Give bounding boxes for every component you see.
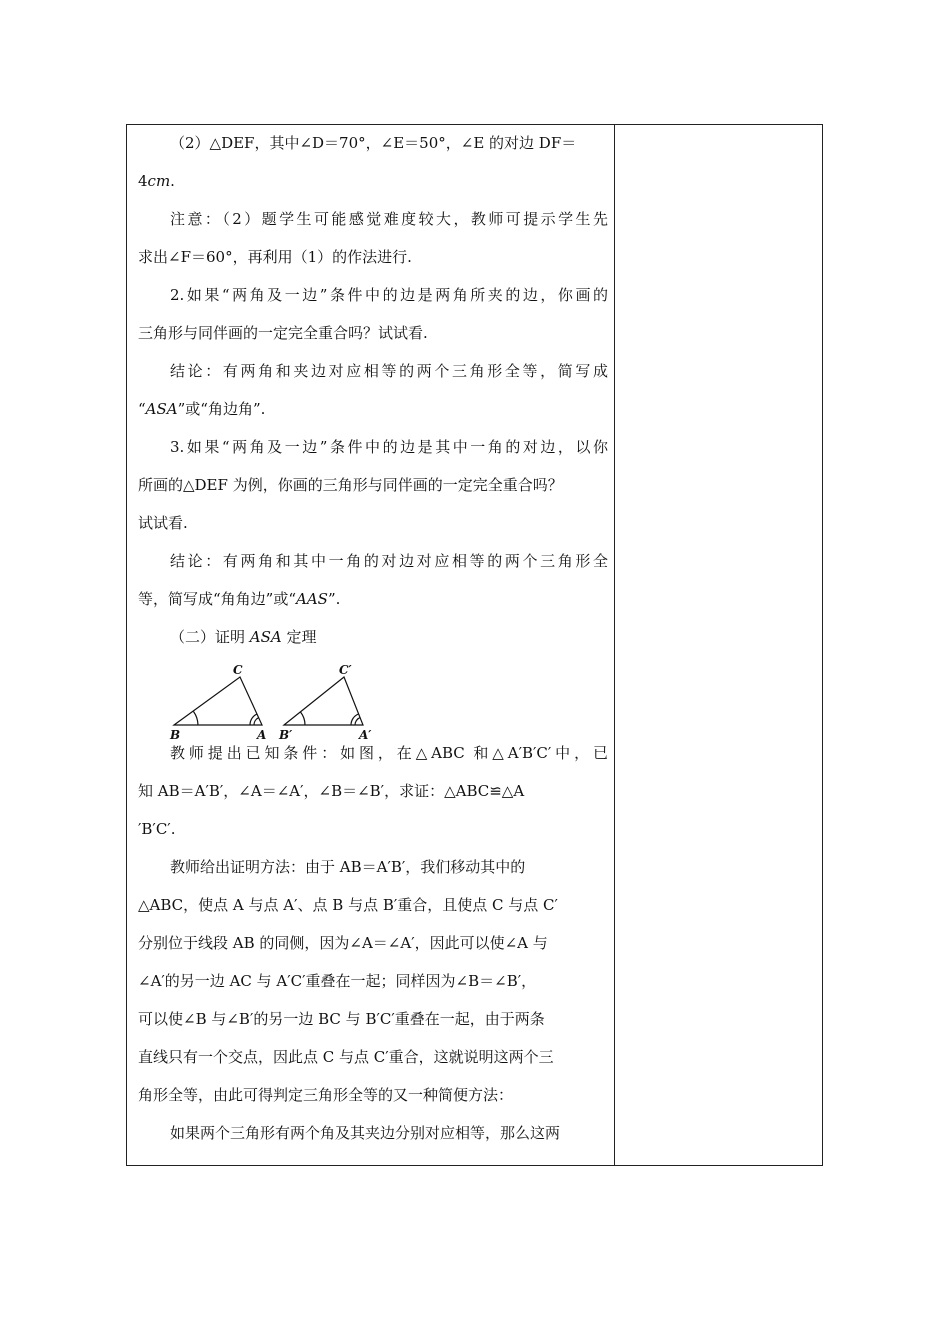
text-line: “ASA”或“角边角”. [138,400,266,418]
text-line: 求出∠F＝60°，再利用（1）的作法进行. [138,248,412,266]
label-a: A [257,728,267,742]
text-line: 知 AB＝A′B′，∠A＝∠A′，∠B＝∠B′，求证：△ABC≌△A [138,782,525,800]
label-c: C [233,663,243,677]
section-heading: （二）证明 ASA 定理 [170,628,317,646]
angle-a-prime-arc-inner [355,718,360,725]
label-b-prime: B′ [279,728,293,742]
text-line: ∠A′的另一边 AC 与 A′C′重叠在一起；同样因为∠B＝∠B′， [138,972,537,990]
text-line: 教师给出证明方法：由于 AB＝A′B′，我们移动其中的 [170,858,526,876]
text-line: （2）△DEF，其中∠D＝70°，∠E＝50°，∠E 的对边 DF＝ [170,134,577,152]
triangle-abc-prime [284,677,363,725]
text-line: 直线只有一个交点，因此点 C 与点 C′重合，这就说明这两个三 [138,1048,554,1066]
label-c-prime: C′ [339,663,352,677]
text-line: 结论：有两角和夹边对应相等的两个三角形全等，简写成 [170,362,608,380]
angle-b-arc [194,712,199,726]
label-b: B [170,728,181,742]
angle-a-arc-inner [254,718,259,725]
text-line: 结论：有两角和其中一角的对边对应相等的两个三角形全 [170,552,608,570]
triangle-abc-prime-outline [284,677,363,725]
text-line: 试试看. [138,514,188,532]
column-divider [614,124,615,1166]
text-line: 分别位于线段 AB 的同侧，因为∠A＝∠A′，因此可以使∠A 与 [138,934,548,952]
text-line: 教师提出已知条件：如图，在△ABC 和△A′B′C′中，已 [170,744,608,762]
text-line: 所画的△DEF 为例，你画的三角形与同伴画的一定完全重合吗？ [138,476,563,494]
text-line: 如果两个三角形有两个角及其夹边分别对应相等，那么这两 [170,1124,561,1142]
text-line: 3.如果“两角及一边”条件中的边是其中一角的对边，以你 [170,438,608,456]
text-line: △ABC，使点 A 与点 A′、点 B 与点 B′重合，且使点 C 与点 C′ [138,896,558,914]
triangle-abc [174,677,262,725]
angle-b-prime-arc [300,712,305,725]
text-line: 三角形与同伴画的一定完全重合吗？试试看. [138,324,428,342]
text-line: 角形全等，由此可得判定三角形全等的又一种简便方法： [138,1086,514,1104]
label-a-prime: A′ [359,728,372,742]
text-line: 4cm. [138,172,175,190]
triangle-figure [162,660,392,742]
text-line: 2.如果“两角及一边”条件中的边是两角所夹的边，你画的 [170,286,608,304]
text-line: 注意：（2）题学生可能感觉难度较大，教师可提示学生先 [170,210,608,228]
text-line: 等，简写成“角角边”或“AAS”. [138,590,341,608]
text-line: ′B′C′. [138,820,176,838]
triangle-abc-outline [174,677,262,725]
text-line: 可以使∠B 与∠B′的另一边 BC 与 B′C′重叠在一起，由于两条 [138,1010,545,1028]
